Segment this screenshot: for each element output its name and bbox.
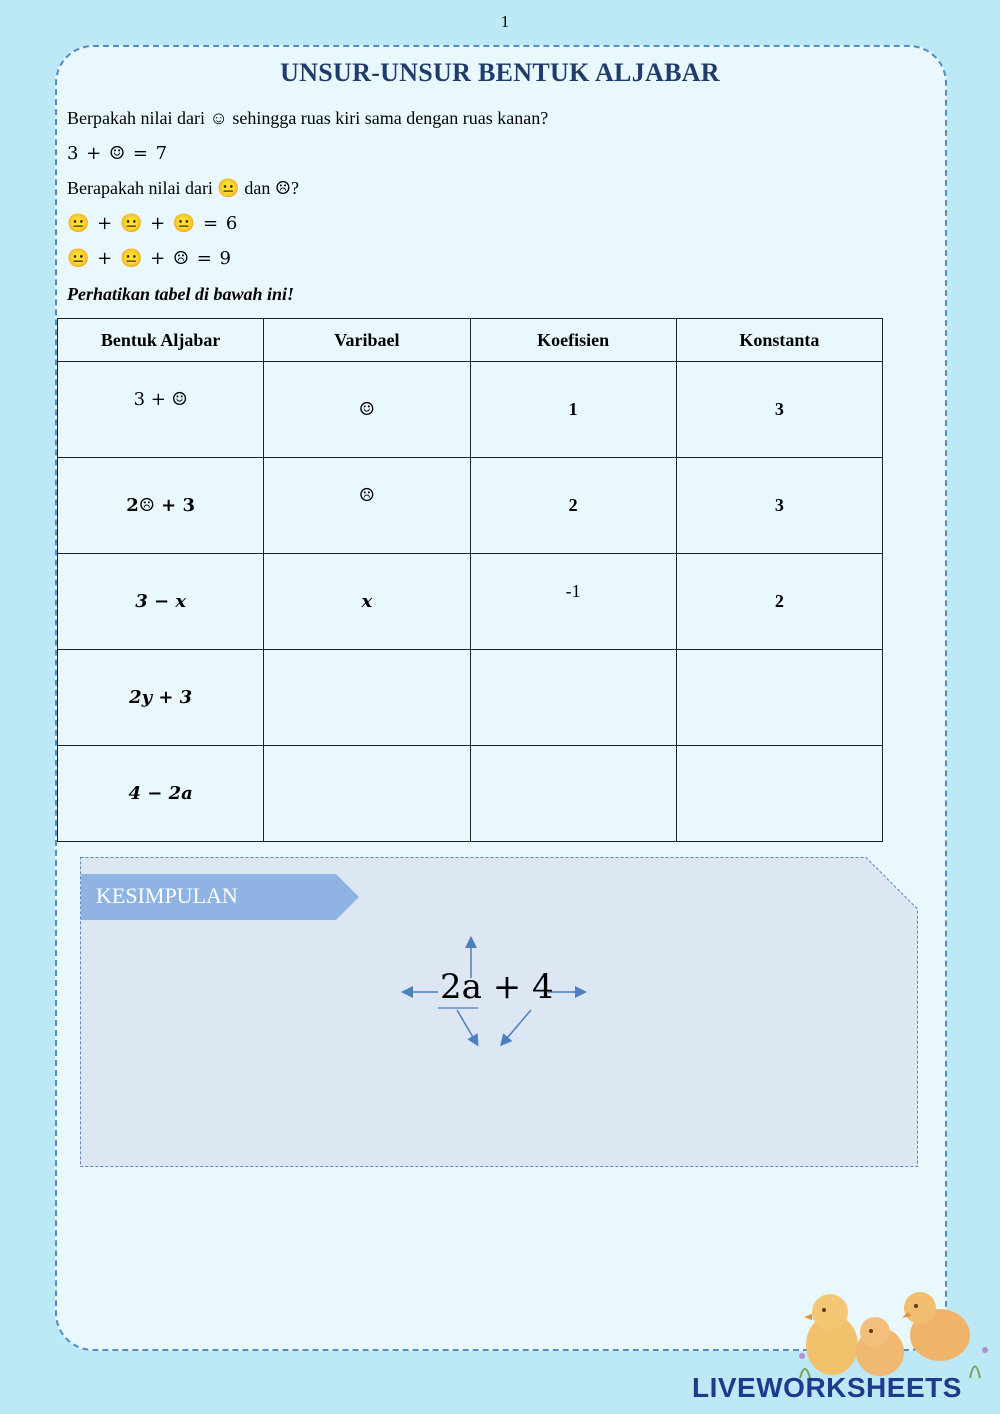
question-2: Berapakah nilai dari 😐 dan ☹? xyxy=(67,178,299,198)
algebra-table xyxy=(57,318,883,842)
cell-variable xyxy=(264,362,470,458)
cell-expression xyxy=(58,458,264,554)
cell-expression xyxy=(58,554,264,650)
cell-text: 3 + ☺ xyxy=(133,389,188,410)
page-title: UNSUR-UNSUR BENTUK ALJABAR xyxy=(280,58,720,87)
cell-expression xyxy=(58,650,264,746)
cell-text: ☹ xyxy=(358,485,375,506)
header-variabel: Varibael xyxy=(264,319,470,362)
cell-text: -1 xyxy=(565,581,581,601)
cell-variable xyxy=(264,458,470,554)
cell-text: x xyxy=(361,591,373,612)
cell-text: 2 xyxy=(568,495,578,515)
cell-text: 1 xyxy=(568,399,578,419)
header-bentuk-aljabar: Bentuk Aljabar xyxy=(58,319,264,362)
header-konstanta: Konstanta xyxy=(676,319,882,362)
liveworksheets-logo: LIVEWORKSHEETS xyxy=(692,1372,962,1403)
answer-cell-coefficient[interactable] xyxy=(470,650,676,746)
cell-coefficient xyxy=(470,554,676,650)
answer-cell-variable[interactable] xyxy=(264,746,470,842)
answer-cell-constant[interactable] xyxy=(676,746,882,842)
table-row xyxy=(58,650,883,746)
cell-coefficient xyxy=(470,362,676,458)
cell-coefficient xyxy=(470,458,676,554)
chicks-illustration xyxy=(780,1290,1000,1380)
conclusion-expression: 2a + 4 xyxy=(440,967,554,1007)
table-row xyxy=(58,362,883,458)
cell-text: 2 xyxy=(774,591,784,611)
conclusion-label: KESIMPULAN xyxy=(96,883,238,908)
table-header-row xyxy=(58,319,883,362)
answer-cell-constant[interactable] xyxy=(676,650,882,746)
arrow-down-right xyxy=(502,1010,531,1044)
table-row xyxy=(58,746,883,842)
cell-text: 2y + 3 xyxy=(129,687,193,708)
table-row xyxy=(58,458,883,554)
header-koefisien: Koefisien xyxy=(470,319,676,362)
arrow-down-left xyxy=(457,1010,477,1044)
cell-text: 3 xyxy=(774,399,784,419)
cell-text: 4 − 2a xyxy=(128,783,193,804)
cell-constant xyxy=(676,554,882,650)
equation-1: 3 + ☺ = 7 xyxy=(67,143,169,164)
cell-constant xyxy=(676,362,882,458)
cell-text: 3 xyxy=(774,495,784,515)
cell-text: 3 − x xyxy=(135,591,187,612)
answer-cell-coefficient[interactable] xyxy=(470,746,676,842)
instruction: Perhatikan tabel di bawah ini! xyxy=(67,284,295,304)
table-row xyxy=(58,554,883,650)
cell-expression xyxy=(58,362,264,458)
cell-text: ☺ xyxy=(358,399,375,420)
question-1: Berpakah nilai dari ☺ sehingga ruas kiri sama dengan ruas kanan? xyxy=(67,108,549,128)
cell-constant xyxy=(676,458,882,554)
cell-variable xyxy=(264,554,470,650)
page-number: 1 xyxy=(500,12,510,31)
cell-text: 2☹ + 3 xyxy=(126,495,196,516)
equation-2: 😐 + 😐 + 😐 = 6 xyxy=(67,213,239,234)
equation-3: 😐 + 😐 + ☹ = 9 xyxy=(67,248,232,269)
answer-cell-variable[interactable] xyxy=(264,650,470,746)
cell-expression xyxy=(58,746,264,842)
